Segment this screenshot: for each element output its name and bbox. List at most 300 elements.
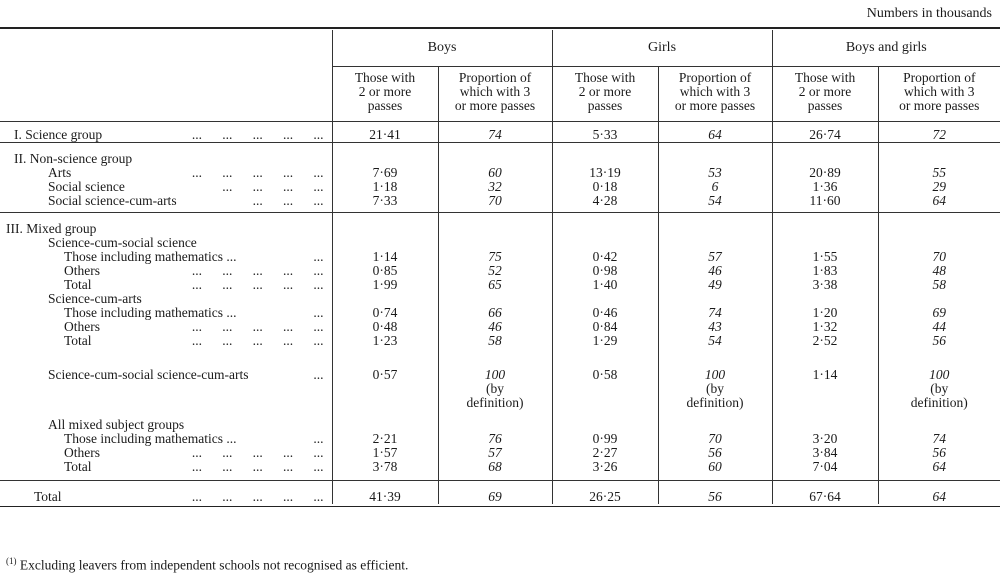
- cell-proportion: [878, 278, 1000, 292]
- row-label-text: Those including mathematics ...: [64, 431, 237, 446]
- leader-dots: ... ... ... ... ...: [191, 319, 324, 334]
- cell-proportion: [438, 213, 552, 237]
- cell-passes: [332, 481, 438, 505]
- row-label-text: Social science-cum-arts: [48, 193, 177, 208]
- cell-passes: [772, 348, 878, 410]
- cell-value: 64: [932, 459, 947, 474]
- cell-passes: [772, 250, 878, 264]
- cell-proportion: [438, 278, 552, 292]
- cell-value: 13·19: [589, 165, 621, 180]
- cell-passes: [552, 236, 658, 250]
- row-label-text: Total: [64, 333, 92, 348]
- cell-passes: [552, 334, 658, 348]
- cell-value: 53: [708, 165, 722, 180]
- cell-value: 1·40: [592, 277, 618, 292]
- cell-value: 4·28: [592, 193, 618, 208]
- row-label: [0, 264, 332, 278]
- cell-passes: [332, 348, 438, 410]
- table-row: [0, 320, 1000, 334]
- cell-proportion: [438, 292, 552, 306]
- footnote-text: Excluding leavers from independent schools not recognised as efficient.: [19, 557, 409, 573]
- cell-proportion: [878, 460, 1000, 481]
- cell-value: 64: [708, 127, 722, 142]
- cell-value: 54: [708, 193, 722, 208]
- header-boys: Boys: [332, 30, 552, 67]
- cell-value: 0·18: [592, 179, 618, 194]
- leader-dots: ...: [313, 431, 324, 446]
- cell-passes: [552, 306, 658, 320]
- subheader-line: 2 or more: [358, 84, 412, 99]
- subheader-line: passes: [587, 98, 623, 113]
- cell-passes: [772, 236, 878, 250]
- table-row: [0, 213, 1000, 237]
- cell-passes: [552, 143, 658, 167]
- subheader-line: 2 or more: [578, 84, 632, 99]
- cell-proportion: [878, 143, 1000, 167]
- cell-proportion: [658, 236, 772, 250]
- cell-passes: [332, 250, 438, 264]
- cell-value: 48: [932, 263, 947, 278]
- cell-passes: [772, 410, 878, 432]
- cell-value: 1·14: [812, 367, 838, 382]
- row-label: [0, 143, 332, 167]
- cell-proportion: [658, 166, 772, 180]
- leader-dots: ...: [313, 367, 324, 382]
- cell-value: 68: [488, 459, 502, 474]
- cell-value: 21·41: [369, 127, 401, 142]
- cell-proportion: [878, 481, 1000, 505]
- cell-value: 2·52: [812, 333, 838, 348]
- cell-value: 7·33: [372, 193, 398, 208]
- cell-passes: [552, 180, 658, 194]
- subheader-line: or more passes: [454, 98, 536, 113]
- subheader-line: Those with: [794, 70, 856, 85]
- cell-value: 3·26: [592, 459, 618, 474]
- table-row: [0, 143, 1000, 167]
- header-girls: Girls: [552, 30, 772, 67]
- cell-value: 0·42: [592, 249, 618, 264]
- leader-dots: ...: [313, 249, 324, 264]
- cell-value: 3·20: [812, 431, 838, 446]
- row-label-text: Those including mathematics ...: [64, 305, 237, 320]
- units-label: Numbers in thousands: [866, 6, 992, 21]
- cell-proportion: [878, 446, 1000, 460]
- cell-value: 26·25: [589, 489, 621, 504]
- cell-passes: [552, 446, 658, 460]
- cell-passes: [772, 194, 878, 213]
- cell-value: 6: [711, 179, 719, 194]
- table-row: [0, 166, 1000, 180]
- row-label: [0, 250, 332, 264]
- table-row: [0, 334, 1000, 348]
- cell-value: 0·74: [372, 305, 398, 320]
- cell-proportion: [438, 264, 552, 278]
- cell-passes: [332, 460, 438, 481]
- cell-value: 0·85: [372, 263, 398, 278]
- table-row: [0, 432, 1000, 446]
- row-label: [0, 292, 332, 306]
- table-row: [0, 278, 1000, 292]
- table-row: [0, 306, 1000, 320]
- cell-value: 69: [932, 305, 947, 320]
- top-rule: [0, 27, 1000, 29]
- subheader-proportion: [438, 67, 552, 122]
- cell-value: 75: [488, 249, 502, 264]
- cell-value: 7·69: [372, 165, 398, 180]
- row-label-text: Total: [64, 459, 92, 474]
- cell-proportion: [438, 460, 552, 481]
- cell-value: 70: [708, 431, 722, 446]
- cell-proportion: [878, 320, 1000, 334]
- leader-dots: ... ... ... ... ...: [191, 489, 324, 504]
- cell-value: 0·98: [592, 263, 618, 278]
- cell-proportion: [658, 334, 772, 348]
- cell-value: 1·57: [372, 445, 398, 460]
- cell-proportion: [878, 348, 1000, 410]
- table-row: [0, 410, 1000, 432]
- row-label: [0, 334, 332, 348]
- cell-passes: [332, 166, 438, 180]
- cell-proportion: [658, 264, 772, 278]
- cell-proportion: [658, 122, 772, 143]
- table-row: [0, 236, 1000, 250]
- cell-proportion: [658, 250, 772, 264]
- cell-value: 100: [484, 367, 506, 382]
- cell-proportion: [878, 432, 1000, 446]
- cell-note: definition): [910, 395, 968, 410]
- cell-value: 55: [932, 165, 947, 180]
- cell-value: 60: [488, 165, 502, 180]
- cell-passes: [772, 320, 878, 334]
- cell-value: 7·04: [812, 459, 838, 474]
- cell-proportion: [878, 264, 1000, 278]
- subheader-line: Those with: [574, 70, 636, 85]
- cell-note: definition): [466, 395, 524, 410]
- cell-value: 1·23: [372, 333, 398, 348]
- subheader-line: passes: [367, 98, 403, 113]
- leader-dots: ... ... ... ...: [222, 179, 324, 194]
- cell-value: 64: [932, 193, 947, 208]
- cell-passes: [552, 122, 658, 143]
- row-label: [0, 213, 332, 237]
- cell-passes: [772, 278, 878, 292]
- subheader-line: which with 3: [904, 84, 975, 99]
- cell-value: 41·39: [369, 489, 401, 504]
- cell-value: 69: [488, 489, 502, 504]
- subheader-line: or more passes: [899, 98, 980, 113]
- subheader-line: Proportion of: [903, 70, 976, 85]
- leader-dots: ... ... ... ... ...: [191, 277, 324, 292]
- cell-proportion: [658, 410, 772, 432]
- row-label-text: Science-cum-arts: [48, 291, 142, 306]
- cell-value: 76: [488, 431, 502, 446]
- subheader-proportion: [658, 67, 772, 122]
- subheader-line: Proportion of: [678, 70, 752, 85]
- cell-proportion: [878, 213, 1000, 237]
- subheader-passes: [552, 67, 658, 122]
- cell-proportion: [658, 194, 772, 213]
- cell-passes: [772, 264, 878, 278]
- cell-proportion: [878, 194, 1000, 213]
- cell-value: 58: [932, 277, 947, 292]
- cell-proportion: [438, 180, 552, 194]
- cell-proportion: [878, 410, 1000, 432]
- cell-value: 1·83: [812, 263, 838, 278]
- leader-dots: ... ... ...: [252, 193, 324, 208]
- cell-proportion: [438, 166, 552, 180]
- cell-passes: [772, 166, 878, 180]
- cell-proportion: [878, 166, 1000, 180]
- cell-value: 54: [708, 333, 722, 348]
- cell-value: 58: [488, 333, 502, 348]
- cell-value: 3·78: [372, 459, 398, 474]
- cell-passes: [332, 446, 438, 460]
- table-row: [0, 460, 1000, 481]
- cell-passes: [332, 236, 438, 250]
- subheader-line: Proportion of: [458, 70, 532, 85]
- cell-passes: [552, 410, 658, 432]
- cell-proportion: [658, 348, 772, 410]
- cell-value: 56: [932, 333, 947, 348]
- leader-dots: ... ... ... ... ...: [191, 445, 324, 460]
- cell-proportion: [658, 446, 772, 460]
- subheader-proportion: [878, 67, 1000, 122]
- cell-passes: [552, 348, 658, 410]
- cell-value: 32: [488, 179, 502, 194]
- row-label-text: Total: [34, 489, 62, 504]
- cell-passes: [332, 194, 438, 213]
- leader-dots: ... ... ... ... ...: [191, 459, 324, 474]
- cell-passes: [772, 460, 878, 481]
- cell-value: 0·99: [592, 431, 618, 446]
- row-label-text: Others: [64, 319, 100, 334]
- cell-passes: [552, 432, 658, 446]
- table-row: [0, 481, 1000, 505]
- cell-proportion: [878, 122, 1000, 143]
- row-label-text: II. Non-science group: [14, 151, 133, 166]
- cell-proportion: [878, 180, 1000, 194]
- cell-proportion: [658, 320, 772, 334]
- row-label-text: Others: [64, 263, 100, 278]
- cell-value: 0·58: [592, 367, 618, 382]
- cell-value: 57: [488, 445, 502, 460]
- row-label: [0, 348, 332, 410]
- cell-value: 65: [488, 277, 502, 292]
- cell-value: 1·18: [372, 179, 398, 194]
- cell-note: (by: [486, 381, 504, 396]
- cell-value: 0·57: [372, 367, 398, 382]
- cell-value: 2·21: [372, 431, 398, 446]
- cell-value: 72: [932, 127, 947, 142]
- row-label: [0, 460, 332, 481]
- cell-proportion: [658, 292, 772, 306]
- cell-value: 74: [932, 431, 947, 446]
- cell-value: 46: [708, 263, 722, 278]
- cell-value: 44: [932, 319, 947, 334]
- cell-value: 56: [708, 489, 722, 504]
- cell-passes: [552, 213, 658, 237]
- subheader-line: which with 3: [679, 84, 751, 99]
- row-label: [0, 180, 332, 194]
- cell-value: 49: [708, 277, 722, 292]
- cell-proportion: [658, 180, 772, 194]
- cell-value: 46: [488, 319, 502, 334]
- cell-proportion: [438, 236, 552, 250]
- cell-value: 0·48: [372, 319, 398, 334]
- cell-proportion: [658, 213, 772, 237]
- cell-passes: [332, 306, 438, 320]
- cell-passes: [772, 180, 878, 194]
- cell-passes: [552, 481, 658, 505]
- cell-passes: [772, 446, 878, 460]
- cell-value: 29: [932, 179, 947, 194]
- subheader-line: passes: [807, 98, 843, 113]
- cell-proportion: [658, 306, 772, 320]
- cell-passes: [772, 213, 878, 237]
- cell-proportion: [658, 143, 772, 167]
- cell-proportion: [438, 446, 552, 460]
- subheader-passes: [332, 67, 438, 122]
- leader-dots: ... ... ... ... ...: [191, 127, 324, 142]
- cell-proportion: [438, 410, 552, 432]
- cell-value: 2·27: [592, 445, 618, 460]
- cell-passes: [552, 320, 658, 334]
- cell-passes: [772, 122, 878, 143]
- cell-value: 100: [929, 367, 950, 382]
- cell-passes: [552, 250, 658, 264]
- cell-proportion: [438, 481, 552, 505]
- cell-passes: [332, 180, 438, 194]
- cell-passes: [552, 194, 658, 213]
- cell-note: definition): [686, 395, 744, 410]
- cell-passes: [332, 292, 438, 306]
- cell-proportion: [878, 306, 1000, 320]
- cell-proportion: [658, 481, 772, 505]
- cell-value: 100: [704, 367, 726, 382]
- table-row: [0, 180, 1000, 194]
- row-label-text: Social science: [48, 179, 125, 194]
- row-label: [0, 122, 332, 143]
- cell-proportion: [438, 143, 552, 167]
- cell-proportion: [438, 320, 552, 334]
- cell-passes: [772, 143, 878, 167]
- row-label-text: Total: [64, 277, 92, 292]
- cell-passes: [332, 432, 438, 446]
- table-row: [0, 122, 1000, 143]
- cell-passes: [332, 278, 438, 292]
- cell-value: 3·38: [812, 277, 838, 292]
- cell-passes: [772, 334, 878, 348]
- cell-value: 26·74: [809, 127, 841, 142]
- cell-passes: [772, 306, 878, 320]
- row-label-text: All mixed subject groups: [48, 417, 185, 432]
- cell-value: 11·60: [809, 193, 841, 208]
- leader-dots: ...: [313, 305, 324, 320]
- cell-proportion: [438, 348, 552, 410]
- row-label-text: I. Science group: [14, 127, 103, 142]
- cell-value: 1·55: [812, 249, 838, 264]
- results-table: [0, 30, 1000, 504]
- subheader-line: which with 3: [459, 84, 531, 99]
- leader-dots: ... ... ... ... ...: [191, 263, 324, 278]
- bottom-rule: [0, 506, 1000, 507]
- table-row: [0, 292, 1000, 306]
- cell-passes: [332, 334, 438, 348]
- table-row: [0, 264, 1000, 278]
- cell-proportion: [438, 306, 552, 320]
- cell-passes: [332, 213, 438, 237]
- cell-passes: [552, 278, 658, 292]
- cell-proportion: [438, 250, 552, 264]
- cell-proportion: [878, 236, 1000, 250]
- cell-proportion: [878, 292, 1000, 306]
- cell-value: 52: [488, 263, 502, 278]
- cell-passes: [772, 481, 878, 505]
- cell-proportion: [438, 432, 552, 446]
- cell-proportion: [878, 334, 1000, 348]
- row-label: [0, 446, 332, 460]
- cell-value: 64: [932, 489, 947, 504]
- cell-proportion: [658, 278, 772, 292]
- cell-passes: [552, 292, 658, 306]
- cell-value: 56: [708, 445, 722, 460]
- row-label-text: III. Mixed group: [6, 221, 97, 236]
- row-label-text: Those including mathematics ...: [64, 249, 237, 264]
- cell-passes: [332, 143, 438, 167]
- cell-proportion: [658, 460, 772, 481]
- cell-value: 66: [488, 305, 502, 320]
- cell-value: 60: [708, 459, 722, 474]
- subheader-line: Those with: [354, 70, 416, 85]
- cell-note: (by: [930, 381, 949, 396]
- table-row: [0, 250, 1000, 264]
- cell-value: 20·89: [809, 165, 841, 180]
- row-label-text: Science-cum-social science-cum-arts: [48, 367, 249, 382]
- footnote: [6, 556, 408, 574]
- cell-value: 5·33: [592, 127, 618, 142]
- header-boys-and-girls: Boys and girls: [772, 30, 1000, 67]
- row-label: [0, 236, 332, 250]
- cell-value: 1·14: [372, 249, 398, 264]
- cell-note: (by: [706, 381, 725, 396]
- row-label: [0, 481, 332, 505]
- table-row: [0, 446, 1000, 460]
- row-label-text: Science-cum-social science: [48, 235, 197, 250]
- cell-value: 0·46: [592, 305, 618, 320]
- table-row: [0, 194, 1000, 213]
- cell-value: 1·36: [812, 179, 838, 194]
- cell-value: 0·84: [592, 319, 618, 334]
- subheader-passes: [772, 67, 878, 122]
- leader-dots: ... ... ... ... ...: [191, 165, 324, 180]
- row-label: [0, 320, 332, 334]
- row-label: [0, 432, 332, 446]
- row-label: [0, 166, 332, 180]
- cell-passes: [332, 410, 438, 432]
- cell-proportion: [438, 194, 552, 213]
- cell-value: 70: [932, 249, 947, 264]
- cell-proportion: [658, 432, 772, 446]
- stub-header: [0, 30, 332, 122]
- cell-value: 74: [488, 127, 502, 142]
- cell-value: 1·20: [812, 305, 838, 320]
- cell-proportion: [438, 122, 552, 143]
- cell-passes: [552, 460, 658, 481]
- cell-proportion: [438, 334, 552, 348]
- cell-value: 57: [708, 249, 722, 264]
- row-label: [0, 410, 332, 432]
- row-label: [0, 306, 332, 320]
